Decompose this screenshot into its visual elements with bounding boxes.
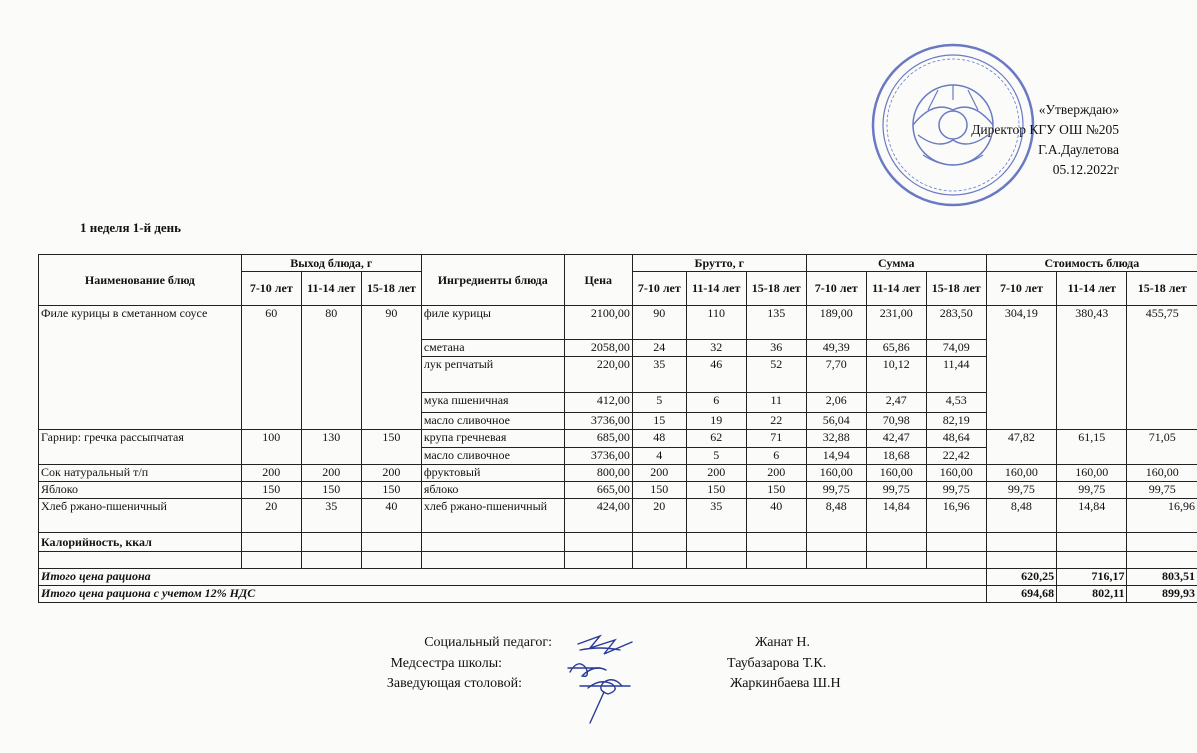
header-age: 7-10 лет: [986, 272, 1056, 306]
ingredient-cell: филе курицы: [421, 306, 564, 340]
yield-cell: 20: [241, 499, 301, 533]
gross-cell: 150: [686, 482, 746, 499]
cost-cell: 380,43: [1057, 306, 1127, 430]
gross-cell: 90: [632, 306, 686, 340]
gross-cell: 6: [746, 448, 806, 465]
empty-cell: [301, 533, 361, 552]
sum-cell: 99,75: [806, 482, 866, 499]
table-header: [39, 255, 1197, 306]
cost-cell: 16,96: [1127, 499, 1197, 533]
calories-label: Калорийность, ккал: [39, 533, 242, 552]
empty-cell: [1127, 552, 1197, 569]
price-cell: 3736,00: [564, 413, 632, 430]
header-age: 11-14 лет: [686, 272, 746, 306]
header-age: 15-18 лет: [746, 272, 806, 306]
yield-cell: 200: [361, 465, 421, 482]
empty-cell: [564, 533, 632, 552]
empty-cell: [241, 533, 301, 552]
header-age: 15-18 лет: [1127, 272, 1197, 306]
cost-cell: 61,15: [1057, 430, 1127, 465]
empty-cell: [866, 552, 926, 569]
empty-cell: [1057, 552, 1127, 569]
total-vat-value: 899,93: [1127, 586, 1197, 603]
yield-cell: 150: [301, 482, 361, 499]
signature-role: Медсестра школы:: [390, 656, 502, 671]
sum-cell: 11,44: [926, 357, 986, 393]
empty-cell: [1057, 533, 1127, 552]
sum-cell: 160,00: [866, 465, 926, 482]
sum-cell: 283,50: [926, 306, 986, 340]
gross-cell: 11: [746, 393, 806, 413]
gross-cell: 40: [746, 499, 806, 533]
cost-cell: 99,75: [986, 482, 1056, 499]
total-value: 620,25: [986, 569, 1056, 586]
approval-signer: Г.А.Даулетова: [1038, 142, 1119, 157]
yield-cell: 90: [361, 306, 421, 430]
cost-cell: 8,48: [986, 499, 1056, 533]
table-row: [39, 306, 1197, 340]
gross-cell: 200: [632, 465, 686, 482]
header-ingredients: Ингредиенты блюда: [421, 255, 564, 306]
gross-cell: 24: [632, 340, 686, 357]
empty-cell: [361, 552, 421, 569]
gross-cell: 71: [746, 430, 806, 448]
sum-cell: 8,48: [806, 499, 866, 533]
dish-name: Хлеб ржано-пшеничный: [39, 499, 242, 533]
empty-cell: [986, 533, 1056, 552]
sum-cell: 99,75: [926, 482, 986, 499]
header-age: 7-10 лет: [241, 272, 301, 306]
total-value: 716,17: [1057, 569, 1127, 586]
empty-cell: [806, 552, 866, 569]
price-cell: 2058,00: [564, 340, 632, 357]
sum-cell: 7,70: [806, 357, 866, 393]
ingredient-cell: лук репчатый: [421, 357, 564, 393]
sum-cell: 2,06: [806, 393, 866, 413]
gross-cell: 150: [746, 482, 806, 499]
header-price: Цена: [564, 255, 632, 306]
total-vat-value: 694,68: [986, 586, 1056, 603]
sum-cell: 49,39: [806, 340, 866, 357]
gross-cell: 20: [632, 499, 686, 533]
gross-cell: 52: [746, 357, 806, 393]
sum-cell: 32,88: [806, 430, 866, 448]
sum-cell: 56,04: [806, 413, 866, 430]
sum-cell: 65,86: [866, 340, 926, 357]
yield-cell: 150: [241, 482, 301, 499]
approval-title: «Утверждаю»: [1038, 102, 1119, 117]
gross-cell: 32: [686, 340, 746, 357]
price-cell: 800,00: [564, 465, 632, 482]
cost-cell: 160,00: [1057, 465, 1127, 482]
gross-cell: 15: [632, 413, 686, 430]
gross-cell: 110: [686, 306, 746, 340]
yield-cell: 60: [241, 306, 301, 430]
sum-cell: 14,84: [866, 499, 926, 533]
ingredient-cell: масло сливочное: [421, 413, 564, 430]
sum-cell: 42,47: [866, 430, 926, 448]
header-age: 11-14 лет: [301, 272, 361, 306]
approval-date: 05.12.2022г: [1052, 162, 1119, 177]
sum-cell: 160,00: [806, 465, 866, 482]
sum-cell: 16,96: [926, 499, 986, 533]
gross-cell: 200: [746, 465, 806, 482]
gross-cell: 5: [686, 448, 746, 465]
empty-cell: [926, 533, 986, 552]
empty-cell: [686, 533, 746, 552]
empty-cell: [632, 533, 686, 552]
sum-cell: 70,98: [866, 413, 926, 430]
total-vat-row: [39, 586, 1197, 603]
sum-cell: 10,12: [866, 357, 926, 393]
gross-cell: 5: [632, 393, 686, 413]
yield-cell: 35: [301, 499, 361, 533]
ingredient-cell: крупа гречневая: [421, 430, 564, 448]
gross-cell: 48: [632, 430, 686, 448]
price-cell: 220,00: [564, 357, 632, 393]
gross-cell: 4: [632, 448, 686, 465]
dish-name: Сок натуральный т/п: [39, 465, 242, 482]
header-dish: Наименование блюд: [39, 255, 242, 306]
empty-cell: [746, 552, 806, 569]
week-day-title: 1 неделя 1-й день: [80, 220, 182, 235]
gross-cell: 200: [686, 465, 746, 482]
price-cell: 2100,00: [564, 306, 632, 340]
signature-role: Заведующая столовой:: [386, 676, 522, 691]
sum-cell: 231,00: [866, 306, 926, 340]
approval-block: [929, 100, 1119, 180]
price-cell: 3736,00: [564, 448, 632, 465]
yield-cell: 130: [301, 430, 361, 465]
total-row: [39, 569, 1197, 586]
header-age: 15-18 лет: [926, 272, 986, 306]
empty-cell: [301, 552, 361, 569]
header-age: 7-10 лет: [806, 272, 866, 306]
empty-cell: [746, 533, 806, 552]
empty-cell: [866, 533, 926, 552]
table-row: [39, 430, 1197, 448]
yield-cell: 150: [361, 482, 421, 499]
dish-name: Филе курицы в сметанном соусе: [39, 306, 242, 430]
total-vat-value: 802,11: [1057, 586, 1127, 603]
sum-cell: 99,75: [866, 482, 926, 499]
table-row: [39, 552, 1197, 569]
header-age: 7-10 лет: [632, 272, 686, 306]
total-value: 803,51: [1127, 569, 1197, 586]
yield-cell: 40: [361, 499, 421, 533]
gross-cell: 35: [632, 357, 686, 393]
header-yield: Выход блюда, г: [241, 255, 421, 272]
table-body: [39, 306, 1197, 603]
yield-cell: 150: [361, 430, 421, 465]
cost-cell: 99,75: [1057, 482, 1127, 499]
gross-cell: 22: [746, 413, 806, 430]
signature-name: Жанат Н.: [755, 635, 810, 650]
gross-cell: 150: [632, 482, 686, 499]
table-row: [39, 499, 1197, 533]
gross-cell: 36: [746, 340, 806, 357]
ingredient-cell: масло сливочное: [421, 448, 564, 465]
table-row: [39, 482, 1197, 499]
empty-cell: [564, 552, 632, 569]
menu-cost-table: [38, 254, 1197, 603]
signature-name: Таубазарова Т.К.: [727, 656, 827, 671]
cost-cell: 99,75: [1127, 482, 1197, 499]
gross-cell: 19: [686, 413, 746, 430]
empty-cell: [421, 533, 564, 552]
sum-cell: 2,47: [866, 393, 926, 413]
approval-position: Директор КГУ ОШ №205: [971, 122, 1119, 137]
handwritten-signature: [560, 628, 650, 728]
gross-cell: 46: [686, 357, 746, 393]
empty-cell: [632, 552, 686, 569]
ingredient-cell: сметана: [421, 340, 564, 357]
total-vat-label: Итого цена рациона с учетом 12% НДС: [39, 586, 987, 603]
empty-cell: [986, 552, 1056, 569]
yield-cell: 200: [241, 465, 301, 482]
gross-cell: 62: [686, 430, 746, 448]
ingredient-cell: мука пшеничная: [421, 393, 564, 413]
price-cell: 685,00: [564, 430, 632, 448]
cost-cell: 14,84: [1057, 499, 1127, 533]
gross-cell: 135: [746, 306, 806, 340]
price-cell: 412,00: [564, 393, 632, 413]
empty-cell: [361, 533, 421, 552]
empty-cell: [806, 533, 866, 552]
header-age: 11-14 лет: [1057, 272, 1127, 306]
table-row: [39, 465, 1197, 482]
cost-cell: 160,00: [986, 465, 1056, 482]
empty-cell: [686, 552, 746, 569]
ingredient-cell: хлеб ржано-пшеничный: [421, 499, 564, 533]
empty-cell: [421, 552, 564, 569]
sum-cell: 189,00: [806, 306, 866, 340]
yield-cell: 100: [241, 430, 301, 465]
sum-cell: 18,68: [866, 448, 926, 465]
cost-cell: 47,82: [986, 430, 1056, 465]
price-cell: 665,00: [564, 482, 632, 499]
ingredient-cell: фруктовый: [421, 465, 564, 482]
sum-cell: 4,53: [926, 393, 986, 413]
sum-cell: 48,64: [926, 430, 986, 448]
yield-cell: 200: [301, 465, 361, 482]
sum-cell: 22,42: [926, 448, 986, 465]
empty-cell: [926, 552, 986, 569]
sum-cell: 82,19: [926, 413, 986, 430]
signature-name: Жаркинбаева Ш.Н: [730, 676, 841, 691]
empty-cell: [39, 552, 242, 569]
dish-name: Яблоко: [39, 482, 242, 499]
table-row: [39, 533, 1197, 552]
cost-cell: 304,19: [986, 306, 1056, 430]
empty-cell: [241, 552, 301, 569]
header-gross: Брутто, г: [632, 255, 806, 272]
header-sum: Сумма: [806, 255, 986, 272]
sum-cell: 74,09: [926, 340, 986, 357]
sum-cell: 160,00: [926, 465, 986, 482]
dish-name: Гарнир: гречка рассыпчатая: [39, 430, 242, 465]
sum-cell: 14,94: [806, 448, 866, 465]
empty-cell: [1127, 533, 1197, 552]
price-cell: 424,00: [564, 499, 632, 533]
signature-role: Социальный педагог:: [424, 635, 552, 650]
total-label: Итого цена рациона: [39, 569, 987, 586]
header-age: 15-18 лет: [361, 272, 421, 306]
gross-cell: 6: [686, 393, 746, 413]
gross-cell: 35: [686, 499, 746, 533]
cost-cell: 71,05: [1127, 430, 1197, 465]
yield-cell: 80: [301, 306, 361, 430]
cost-cell: 160,00: [1127, 465, 1197, 482]
header-cost: Стоимость блюда: [986, 255, 1197, 272]
ingredient-cell: яблоко: [421, 482, 564, 499]
header-age: 11-14 лет: [866, 272, 926, 306]
cost-cell: 455,75: [1127, 306, 1197, 430]
